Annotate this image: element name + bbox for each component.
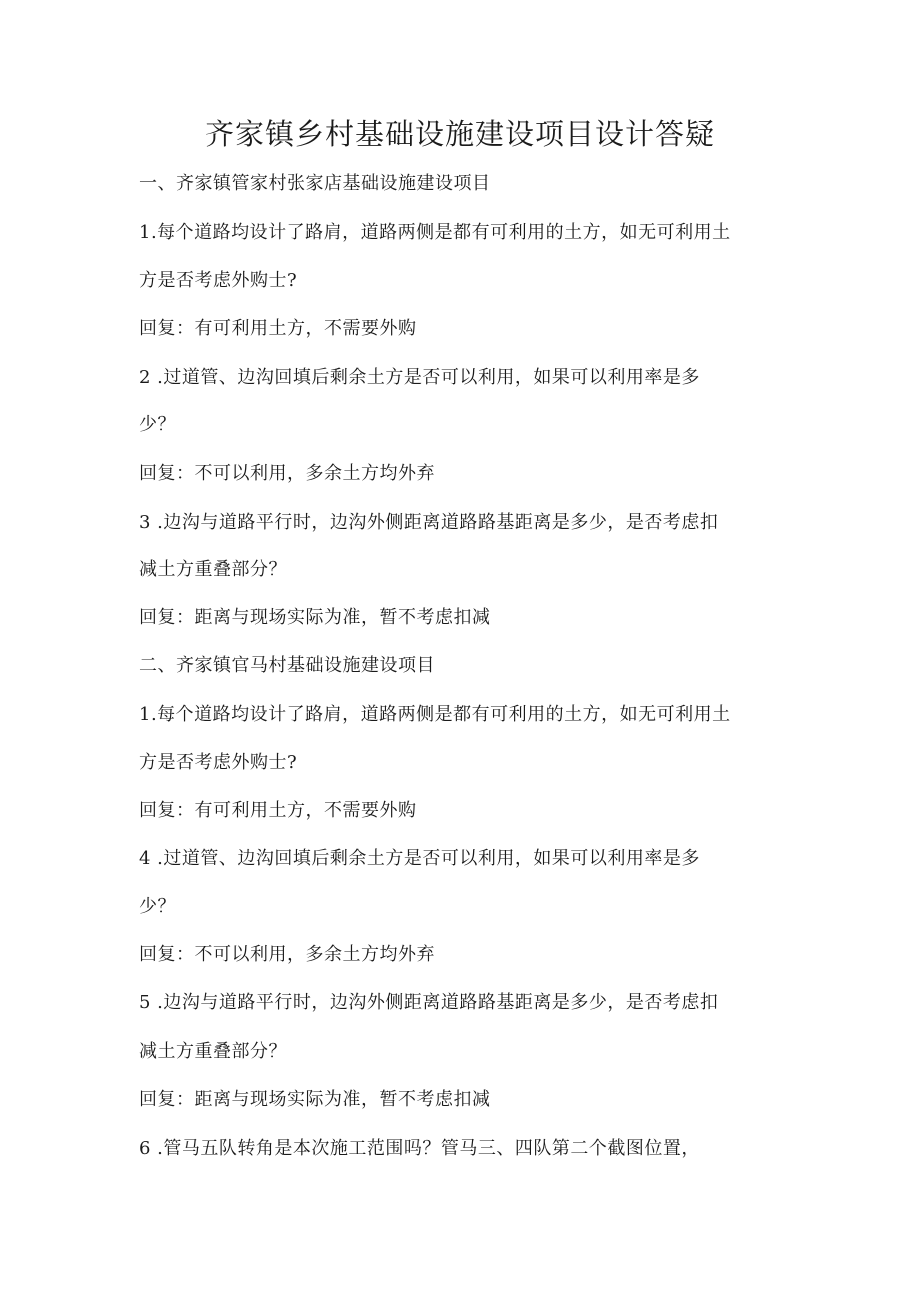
question-text: 方是否考虑外购士? <box>139 752 298 773</box>
question-text: 2 .过道管、边沟回填后剩余土方是否可以利用，如果可以利用率是多 <box>139 367 700 388</box>
question-text: 少？ <box>139 414 176 435</box>
question-text: 5 .边沟与道路平行时，边沟外侧距离道路路基距离是多少，是否考虑扣 <box>139 992 719 1013</box>
question-text: 方是否考虑外购士? <box>139 270 298 291</box>
answer-text: 回复：有可利用土方，不需要外购 <box>139 318 417 339</box>
section-heading-2: 二、齐家镇官马村基础设施建设项目 <box>139 655 435 676</box>
answer-text: 回复：有可利用土方，不需要外购 <box>139 800 417 821</box>
answer-text: 回复：不可以利用，多余土方均外弃 <box>139 944 435 965</box>
question-text: 3 .边沟与道路平行时，边沟外侧距离道路路基距离是多少，是否考虑扣 <box>139 512 719 533</box>
question-text: 减土方重叠部分？ <box>139 1041 287 1062</box>
question-text: 6 .管马五队转角是本次施工范围吗？管马三、四队第二个截图位置， <box>139 1138 700 1159</box>
question-text: 少？ <box>139 896 176 917</box>
document-title: 齐家镇乡村基础设施建设项目设计答疑 <box>204 117 715 151</box>
question-text: 4 .过道管、边沟回填后剩余土方是否可以利用，如果可以利用率是多 <box>139 848 700 869</box>
section-heading-1: 一、齐家镇管家村张家店基础设施建设项目 <box>139 173 491 194</box>
question-text: 减土方重叠部分？ <box>139 559 287 580</box>
answer-text: 回复：距离与现场实际为准，暂不考虑扣减 <box>139 1089 491 1110</box>
question-text: 1.每个道路均设计了路肩，道路两侧是都有可利用的土方，如无可利用土 <box>139 222 731 243</box>
answer-text: 回复：不可以利用，多余土方均外弃 <box>139 463 435 484</box>
answer-text: 回复：距离与现场实际为准，暂不考虑扣减 <box>139 607 491 628</box>
question-text: 1.每个道路均设计了路肩，道路两侧是都有可利用的土方，如无可利用土 <box>139 704 731 725</box>
